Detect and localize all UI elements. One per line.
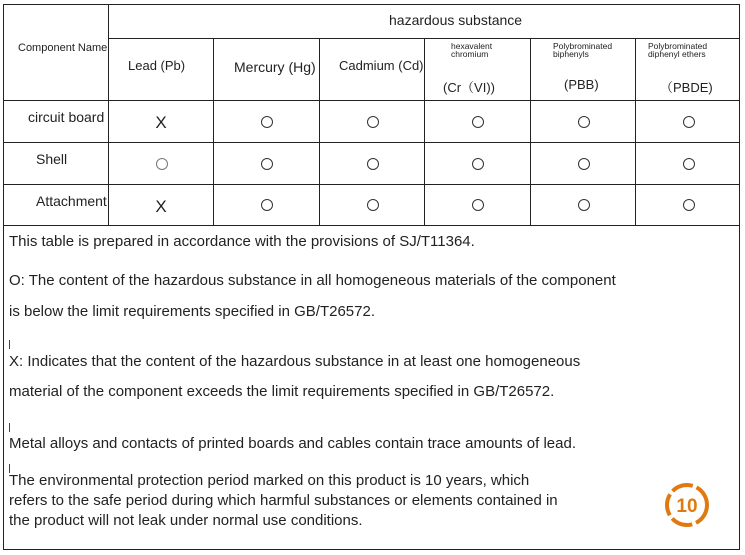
logo-text: 10	[676, 496, 698, 517]
cell-value-o	[683, 116, 695, 128]
note-lead: Metal alloys and contacts of printed boards and cables contain trace amounts of lead.	[9, 435, 577, 452]
cell-value-o	[261, 116, 273, 128]
table-cell	[214, 101, 320, 143]
cell-value-o	[156, 158, 168, 170]
column-header	[109, 39, 214, 101]
epup-10-year-logo	[663, 481, 711, 529]
cell-value-o	[578, 199, 590, 211]
table-cell	[636, 143, 740, 185]
table-cell	[636, 185, 740, 226]
column-header-name: Cadmium (Cd)	[339, 58, 424, 73]
table-cell	[320, 101, 425, 143]
column-header-name: Polybrominated biphenyls	[553, 41, 613, 59]
table-cell	[214, 185, 320, 226]
group-header: hazardous substance	[389, 12, 523, 28]
table-cell	[531, 185, 636, 226]
cell-value-x: X	[155, 197, 167, 216]
column-header	[214, 39, 320, 101]
cell-value-o	[472, 199, 484, 211]
table-cell	[636, 101, 740, 143]
note-period-line-1: The environmental protection period marked on this product is 10 years, which	[9, 472, 530, 489]
column-header-name: Lead (Pb)	[128, 58, 186, 73]
note-prepared: This table is prepared in accordance with the provisions of SJ/T11364.	[9, 233, 475, 250]
table-cell	[531, 143, 636, 185]
cell-value-o	[367, 158, 379, 170]
note-x-meaning-line-1: X: Indicates that the content of the hazardous substance in at least one homogeneous	[9, 353, 581, 370]
cell-value-o	[367, 116, 379, 128]
table-row-label-cell	[4, 101, 109, 143]
column-header-formula: (PBB)	[564, 77, 599, 92]
component-header-cell	[4, 5, 109, 101]
table-cell	[425, 185, 531, 226]
cell-value-o	[472, 116, 484, 128]
table-cell	[214, 143, 320, 185]
table-row-label-cell	[4, 143, 109, 185]
cell-value-o	[472, 158, 484, 170]
table-cell	[109, 101, 214, 143]
note-period-line-2: refers to the safe period during which harmful substances or elements contained in	[9, 492, 558, 509]
table-cell	[320, 143, 425, 185]
cell-value-o	[261, 158, 273, 170]
column-header	[320, 39, 425, 101]
table-cell	[109, 185, 214, 226]
note-o-meaning-line-2: is below the limit requirements specified in GB/T26572.	[9, 303, 376, 320]
cell-value-x: X	[155, 113, 167, 132]
column-header-formula: (Cr（VI))	[443, 80, 495, 95]
note-o-meaning-line-1: O: The content of the hazardous substance in all homogeneous materials of the component	[9, 272, 616, 289]
cell-value-o	[261, 199, 273, 211]
note-period-line-3: the product will not leak under normal use conditions.	[9, 512, 363, 529]
row-component-name: Shell	[36, 151, 68, 167]
table-cell	[531, 101, 636, 143]
cell-value-o	[683, 158, 695, 170]
table-cell	[425, 101, 531, 143]
row-component-name: Attachment	[36, 193, 107, 209]
cell-value-o	[578, 158, 590, 170]
column-header-name: Polybrominated diphenyl ethers	[648, 41, 708, 59]
note-x-meaning-line-2: material of the component exceeds the limit requirements specified in GB/T26572.	[9, 383, 555, 400]
table-cell	[109, 143, 214, 185]
table-row-label-cell	[4, 185, 109, 226]
column-header-name: hexavalent chromium	[451, 41, 493, 59]
cell-value-o	[683, 199, 695, 211]
rohs-declaration	[3, 4, 740, 550]
row-component-name: circuit board	[28, 109, 105, 125]
column-header	[531, 39, 636, 101]
group-header-cell	[109, 5, 740, 39]
column-header	[425, 39, 531, 101]
column-header	[636, 39, 740, 101]
table-cell	[425, 143, 531, 185]
cell-value-o	[578, 116, 590, 128]
table-cell	[320, 185, 425, 226]
component-header: Component Name	[18, 42, 108, 54]
column-header-formula: （PBDE)	[660, 80, 713, 95]
cell-value-o	[367, 199, 379, 211]
column-header-name: Mercury (Hg)	[234, 59, 316, 75]
